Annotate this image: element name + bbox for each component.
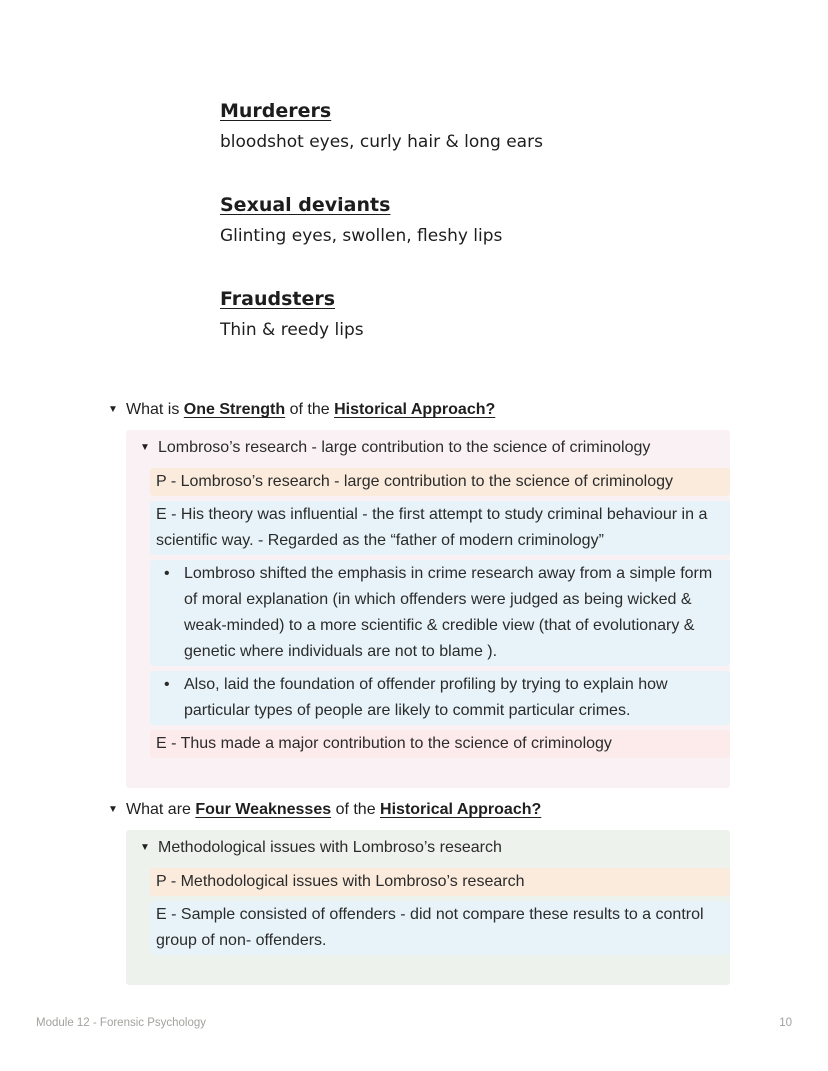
toggle-question-weaknesses[interactable] <box>108 797 730 823</box>
note-group-sexual-deviants <box>220 194 543 247</box>
question-prefix: What are <box>126 801 196 818</box>
evidence-line: E - Sample consisted of offenders - did not compare these results to a control group of non- offenders. <box>150 901 730 955</box>
toggle-triangle-icon[interactable]: ▼ <box>108 804 118 815</box>
toggle-triangle-icon[interactable]: ▼ <box>108 404 118 415</box>
physiognomy-notes <box>220 100 543 382</box>
bullet-icon: • <box>164 565 170 582</box>
note-desc: Glinting eyes, swollen, fleshy lips <box>220 226 503 246</box>
bullet-item <box>150 560 730 666</box>
question-mid: of the <box>285 401 335 418</box>
toggle-point-weakness[interactable] <box>126 833 730 863</box>
question-term: Historical Approach? <box>334 401 496 418</box>
question-term: Historical Approach? <box>380 801 542 818</box>
qa-section <box>108 397 730 985</box>
note-group-murderers <box>220 100 543 153</box>
bullet-text: Lombroso shifted the emphasis in crime research away from a simple form of moral explanation (in which offenders were judged as being wicked & weak-minded) to a more scientific & credible view (that of evolutionary & genetic where individuals are not to blame ). <box>184 565 713 660</box>
question-prefix: What is <box>126 401 184 418</box>
page-footer <box>36 1017 792 1029</box>
evidence-line: E - His theory was influential - the first attempt to study criminal behaviour in a scientific way. - Regarded as the “father of modern criminology” <box>150 501 730 555</box>
question-mid: of the <box>331 801 381 818</box>
question-term: Four Weaknesses <box>195 801 332 818</box>
strength-answer-block <box>126 430 730 788</box>
evaluation-line: E - Thus made a major contribution to the science of criminology <box>150 730 730 758</box>
toggle-triangle-icon[interactable]: ▼ <box>140 442 150 453</box>
point-line: P - Methodological issues with Lombroso’s research <box>150 868 730 896</box>
note-heading: Sexual deviants <box>220 194 391 216</box>
note-heading: Fraudsters <box>220 288 336 310</box>
bullet-item <box>150 671 730 725</box>
question-text <box>126 797 541 823</box>
footer-module-label: Module 12 - Forensic Psychology <box>36 1017 207 1029</box>
question-term: One Strength <box>183 401 286 418</box>
footer-page-number: 10 <box>779 1017 792 1029</box>
bullet-text: Also, laid the foundation of offender profiling by trying to explain how particular types of people are likely to commit particular crimes. <box>184 676 668 719</box>
toggle-question-strength[interactable] <box>108 397 730 423</box>
point-toggle-text: Methodological issues with Lombroso’s research <box>158 839 502 856</box>
toggle-triangle-icon[interactable]: ▼ <box>140 842 150 853</box>
bullet-icon: • <box>164 676 170 693</box>
note-heading: Murderers <box>220 100 332 122</box>
note-desc: Thin & reedy lips <box>220 320 364 340</box>
weakness-answer-block <box>126 830 730 985</box>
note-group-fraudsters <box>220 288 543 341</box>
point-line: P - Lombroso’s research - large contribution to the science of criminology <box>150 468 730 496</box>
note-desc: bloodshot eyes, curly hair & long ears <box>220 132 543 152</box>
point-toggle-text: Lombroso’s research - large contribution to the science of criminology <box>158 439 651 456</box>
question-text <box>126 397 495 423</box>
toggle-point-strength[interactable] <box>126 433 730 463</box>
